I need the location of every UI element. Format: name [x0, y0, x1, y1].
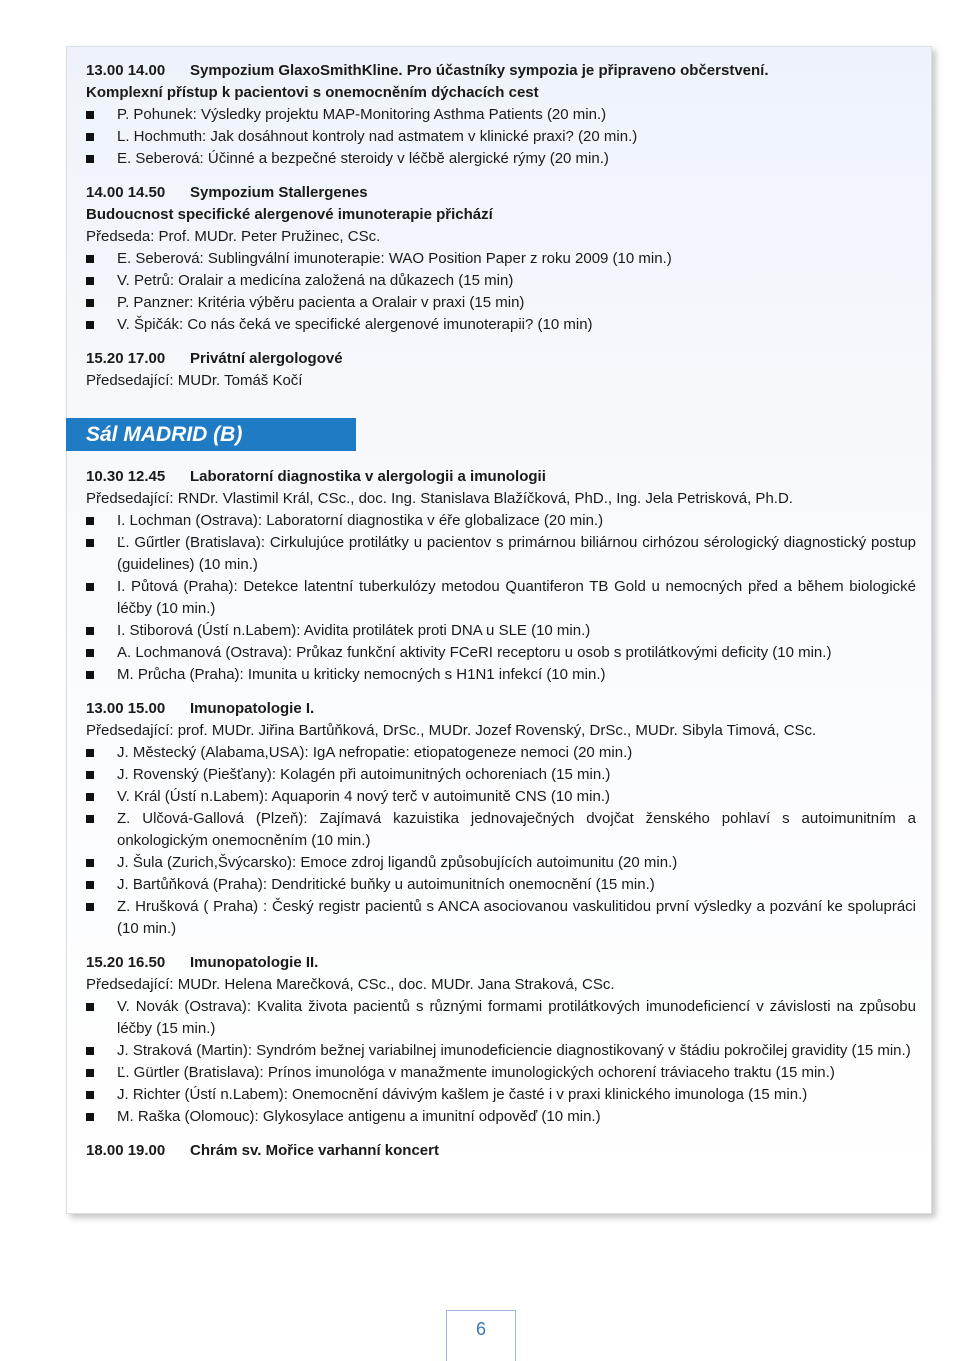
session-title: Laboratorní diagnostika v alergologii a imunologii	[190, 468, 546, 485]
square-bullet-icon	[86, 299, 94, 307]
square-bullet-icon	[86, 583, 94, 591]
square-bullet-icon	[86, 859, 94, 867]
page-number-box	[446, 1310, 516, 1361]
square-bullet-icon	[86, 155, 94, 163]
session-title: Imunopatologie I.	[190, 700, 315, 717]
session-stallergenes	[86, 182, 916, 336]
list-item: I. Lochman (Ostrava): Laboratorní diagnostika v éře globalizace (20 min.)	[86, 510, 916, 532]
list-item: P. Pohunek: Výsledky projektu MAP-Monitoring Asthma Patients (20 min.)	[86, 104, 916, 126]
list-item: Z. Hrušková ( Praha) : Český registr pacientů s ANCA asociovanou vaskulitidou první výsledky a pozvání ke spolupráci (10 min.)	[86, 896, 916, 940]
page-number: 6	[475, 1319, 486, 1339]
list-item: E. Seberová: Sublingvální imunoterapie: WAO Position Paper z roku 2009 (10 min.)	[86, 248, 916, 270]
square-bullet-icon	[86, 627, 94, 635]
list-item: Ľ. Gürtler (Bratislava): Prínos imunológa v manažmente imunologických ochorení tráviaceho traktu (15 min.)	[86, 1062, 916, 1084]
list-item: J. Šula (Zurich,Švýcarsko): Emoce zdroj ligandů způsobujících autoimunitu (20 min.)	[86, 852, 916, 874]
session-concert	[86, 1140, 916, 1162]
list-item: A. Lochmanová (Ostrava): Průkaz funkční aktivity FCeRI receptoru u osob s protilátkovými deficity (10 min.)	[86, 642, 916, 664]
session-title: Sympozium GlaxoSmithKline. Pro účastníky sympozia je připraveno občerstvení.	[190, 62, 769, 79]
room-title: Sál MADRID (B)	[86, 423, 243, 446]
square-bullet-icon	[86, 649, 94, 657]
session-chair: Předseda: Prof. MUDr. Peter Pružinec, CSc.	[86, 228, 381, 245]
session-chair: Předsedající: RNDr. Vlastimil Král, CSc., doc. Ing. Stanislava Blažíčková, PhD., Ing. Jela Petrisková, Ph.D.	[86, 490, 793, 507]
session-time: 13.00 14.00	[86, 62, 166, 79]
list-item: M. Průcha (Praha): Imunita u kriticky nemocných s H1N1 infekcí (10 min.)	[86, 664, 916, 686]
square-bullet-icon	[86, 539, 94, 547]
list-item: J. Rovenský (Piešťany): Kolagén při autoimunitných ochoreniach (15 min.)	[86, 764, 916, 786]
session-title: Privátní alergologové	[190, 350, 343, 367]
list-item: J. Městecký (Alabama,USA): IgA nefropatie: etiopatogeneze nemoci (20 min.)	[86, 742, 916, 764]
list-item: V. Petrů: Oralair a medicína založená na důkazech (15 min)	[86, 270, 916, 292]
square-bullet-icon	[86, 1113, 94, 1121]
list-item: I. Půtová (Praha): Detekce latentní tuberkulózy metodou Quantiferon TB Gold u nemocných před a během biologické léčby (10 min.)	[86, 576, 916, 620]
session-lab-diagnostics	[86, 466, 916, 686]
square-bullet-icon	[86, 1003, 94, 1011]
square-bullet-icon	[86, 903, 94, 911]
session-subtitle: Komplexní přístup k pacientovi s onemocněním dýchacích cest	[86, 84, 539, 101]
room-spacer	[86, 404, 916, 466]
square-bullet-icon	[86, 1069, 94, 1077]
square-bullet-icon	[86, 255, 94, 263]
list-item: Z. Ulčová-Gallová (Plzeň): Zajímavá kazuistika jednovaječných dvojčat ženského pohlaví s autoimunitním a onkologickým onemocněním (10 min.)	[86, 808, 916, 852]
list-item: J. Richter (Ústí n.Labem): Onemocnění dávivým kašlem je časté i v praxi klinického imunologa (15 min.)	[86, 1084, 916, 1106]
square-bullet-icon	[86, 321, 94, 329]
session-time: 10.30 12.45	[86, 468, 166, 485]
list-item: V. Král (Ústí n.Labem): Aquaporin 4 nový terč v autoimunitě CNS (10 min.)	[86, 786, 916, 808]
square-bullet-icon	[86, 277, 94, 285]
session-chair: Předsedající: MUDr. Helena Marečková, CSc., doc. MUDr. Jana Straková, CSc.	[86, 976, 615, 993]
list-item: L. Hochmuth: Jak dosáhnout kontroly nad astmatem v klinické praxi? (20 min.)	[86, 126, 916, 148]
session-time: 15.20 16.50	[86, 954, 166, 971]
session-glaxo	[86, 60, 916, 170]
list-item: J. Bartůňková (Praha): Dendritické buňky u autoimunitních onemocnění (15 min.)	[86, 874, 916, 896]
session-immunopathology-2	[86, 952, 916, 1128]
session-immunopathology-1	[86, 698, 916, 940]
list-item: J. Straková (Martin): Syndróm bežnej variabilnej imunodeficiencie diagnostikovaný v štádiu pokročilej gravidity (15 min.)	[86, 1040, 916, 1062]
session-private-allergists	[86, 348, 916, 392]
session-time: 13.00 15.00	[86, 700, 166, 717]
session-chair: Předsedající: MUDr. Tomáš Kočí	[86, 372, 303, 389]
list-item: V. Špičák: Co nás čeká ve specifické alergenové imunoterapii? (10 min)	[86, 314, 916, 336]
list-item: E. Seberová: Účinné a bezpečné steroidy v léčbě alergické rýmy (20 min.)	[86, 148, 916, 170]
session-time: 14.00 14.50	[86, 184, 166, 201]
session-subtitle: Budoucnost specifické alergenové imunoterapie přichází	[86, 206, 493, 223]
square-bullet-icon	[86, 1091, 94, 1099]
square-bullet-icon	[86, 749, 94, 757]
list-item: V. Novák (Ostrava): Kvalita života pacientů s různými formami protilátkových imunodeficiencí v závislosti na způsobu léčby (15 min.)	[86, 996, 916, 1040]
program-content	[86, 60, 916, 1174]
square-bullet-icon	[86, 111, 94, 119]
square-bullet-icon	[86, 771, 94, 779]
square-bullet-icon	[86, 793, 94, 801]
square-bullet-icon	[86, 671, 94, 679]
list-item: I. Stiborová (Ústí n.Labem): Avidita protilátek proti DNA u SLE (10 min.)	[86, 620, 916, 642]
list-item: Ľ. Gűrtler (Bratislava): Cirkulujúce protilátky u pacientov s primárnou biliárnou cirhózou sérologický diagnostický postup (guidelines) (10 min.)	[86, 532, 916, 576]
session-chair: Předsedající: prof. MUDr. Jiřina Bartůňková, DrSc., MUDr. Jozef Rovenský, DrSc., MUDr. Sibyla Timová, CSc.	[86, 722, 817, 739]
session-time: 18.00 19.00	[86, 1142, 166, 1159]
session-title: Chrám sv. Mořice varhanní koncert	[190, 1142, 439, 1159]
list-item: M. Raška (Olomouc): Glykosylace antigenu a imunitní odpověď (10 min.)	[86, 1106, 916, 1128]
session-title: Sympozium Stallergenes	[190, 184, 368, 201]
session-time: 15.20 17.00	[86, 350, 166, 367]
session-title: Imunopatologie II.	[190, 954, 319, 971]
square-bullet-icon	[86, 133, 94, 141]
square-bullet-icon	[86, 881, 94, 889]
square-bullet-icon	[86, 517, 94, 525]
square-bullet-icon	[86, 1047, 94, 1055]
square-bullet-icon	[86, 815, 94, 823]
list-item: P. Panzner: Kritéria výběru pacienta a Oralair v praxi (15 min)	[86, 292, 916, 314]
